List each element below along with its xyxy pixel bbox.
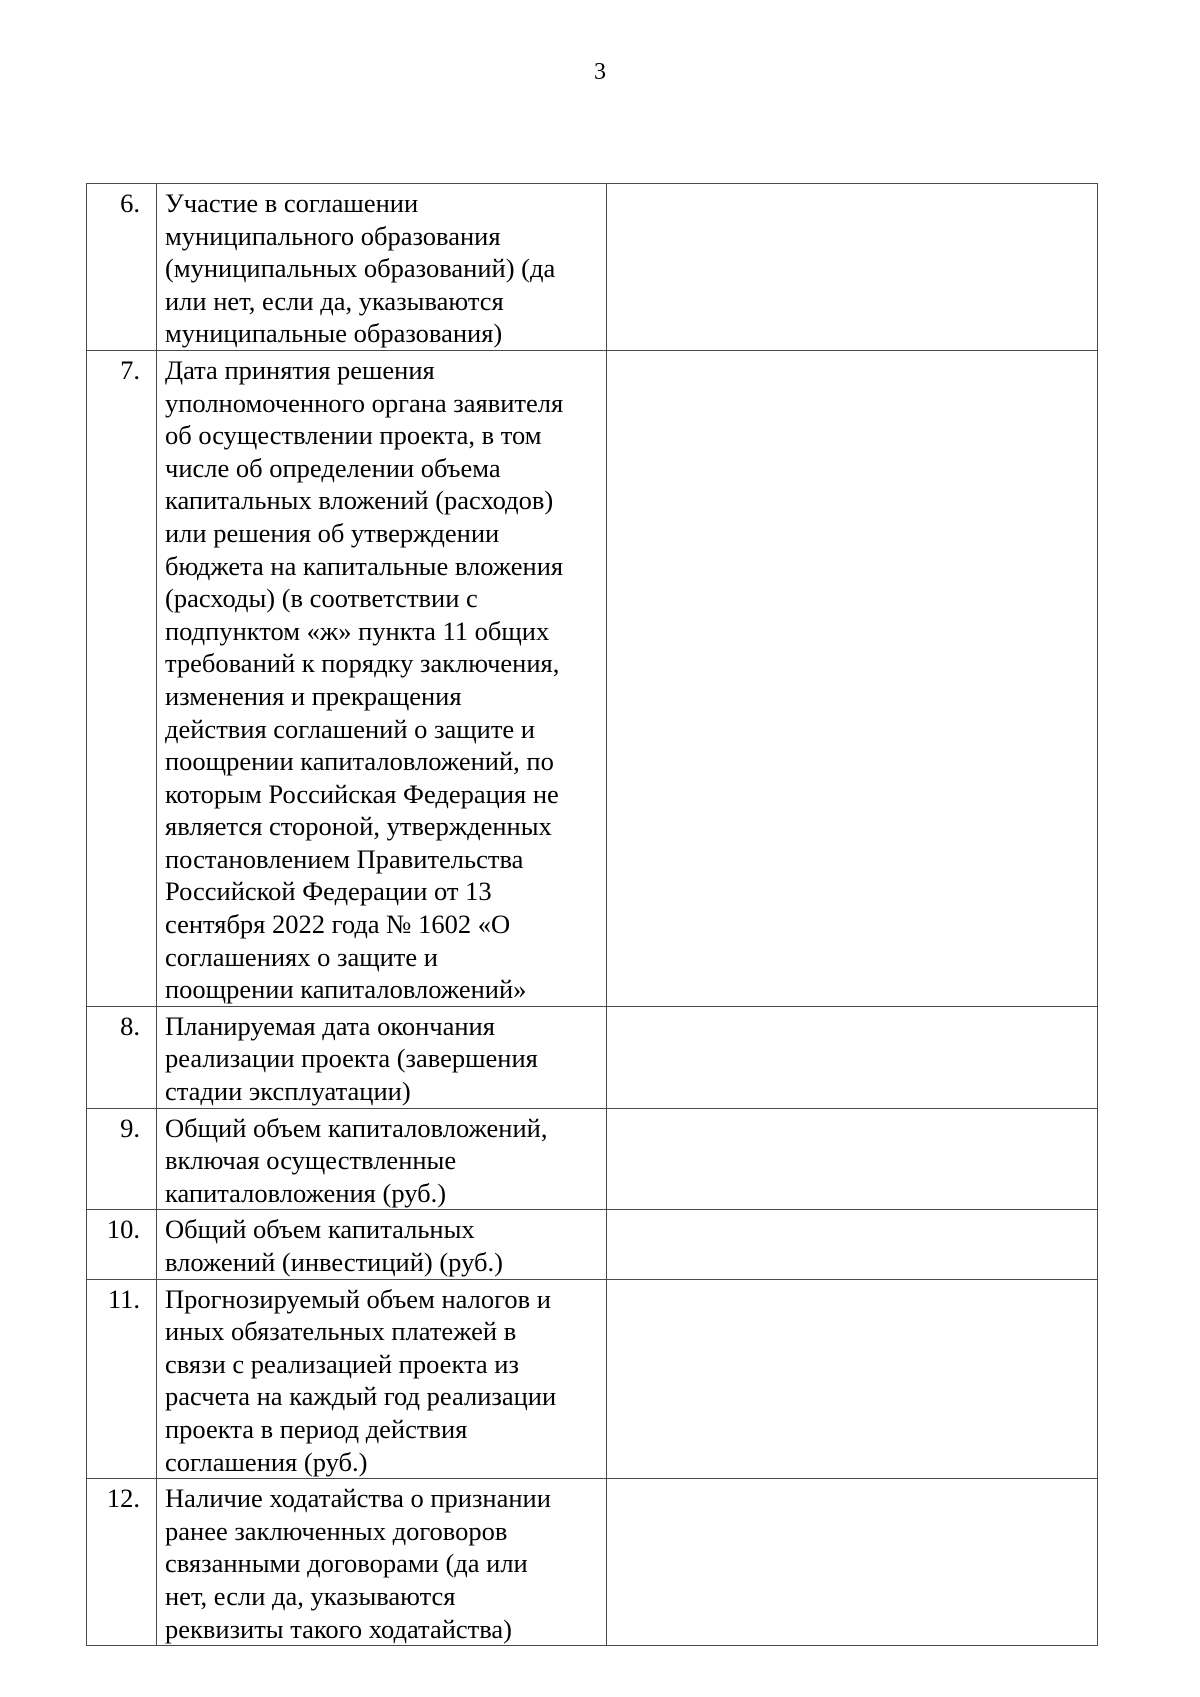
row-value-cell[interactable] [607, 350, 1098, 1006]
row-description [157, 184, 607, 351]
table-row [87, 1006, 1098, 1108]
row-number: 7. [87, 350, 157, 1006]
description-line: иных обязательных платежей в [165, 1316, 517, 1347]
description-line: Дата принятия решения [165, 354, 435, 385]
description-line: подпунктом «ж» пункта 11 общих [165, 615, 550, 646]
description-line: или решения об утверждении [165, 517, 500, 548]
description-line: или нет, если да, указываются [165, 285, 504, 316]
row-number: 11. [87, 1279, 157, 1479]
description-line: сентября 2022 года № 1602 «О [165, 909, 511, 940]
description-line: капиталовложения (руб.) [165, 1177, 447, 1208]
description-line: связанными договорами (да или [165, 1548, 528, 1579]
description-line: Общий объем капитальных [165, 1214, 475, 1245]
description-line: Наличие ходатайства о признании [165, 1483, 551, 1514]
description-line: которым Российская Федерация не [165, 778, 559, 809]
description-line: Планируемая дата окончания [165, 1010, 495, 1041]
description-line: требований к порядку заключения, [165, 648, 560, 679]
description-line: поощрении капиталовложений» [165, 974, 527, 1005]
description-line: муниципального образования [165, 220, 501, 251]
description-line: капитальных вложений (расходов) [165, 485, 554, 516]
row-number: 6. [87, 184, 157, 351]
row-description [157, 1006, 607, 1108]
description-line: реквизиты такого ходатайства) [165, 1613, 512, 1644]
row-description [157, 1210, 607, 1279]
row-number: 10. [87, 1210, 157, 1279]
description-line: поощрении капиталовложений, по [165, 746, 554, 777]
description-line: расчета на каждый год реализации [165, 1381, 557, 1412]
row-value-cell[interactable] [607, 1006, 1098, 1108]
table-row [87, 1108, 1098, 1210]
description-line: Прогнозируемый объем налогов и [165, 1283, 551, 1314]
row-description [157, 1479, 607, 1646]
description-line: включая осуществленные [165, 1145, 457, 1176]
page-number: 3 [594, 59, 606, 85]
row-description [157, 350, 607, 1006]
table-row [87, 184, 1098, 351]
description-line: бюджета на капитальные вложения [165, 550, 564, 581]
row-value-cell[interactable] [607, 1279, 1098, 1479]
row-value-cell[interactable] [607, 1108, 1098, 1210]
description-line: (расходы) (в соответствии с [165, 583, 478, 614]
application-form-table [86, 183, 1098, 1646]
description-line: Участие в соглашении [165, 188, 419, 218]
description-line: Общий объем капиталовложений, [165, 1112, 548, 1143]
row-number: 8. [87, 1006, 157, 1108]
description-line: соглашениях о защите и [165, 941, 438, 972]
row-description [157, 1279, 607, 1479]
table-row [87, 1279, 1098, 1479]
description-line: постановлением Правительства [165, 843, 524, 874]
description-line: Российской Федерации от 13 [165, 876, 492, 907]
table-row [87, 1479, 1098, 1646]
description-line: нет, если да, указываются [165, 1580, 456, 1611]
table-row [87, 350, 1098, 1006]
row-description [157, 1108, 607, 1210]
description-line: действия соглашений о защите и [165, 713, 535, 744]
description-line: ранее заключенных договоров [165, 1515, 508, 1546]
row-number: 9. [87, 1108, 157, 1210]
description-line: числе об определении объема [165, 452, 501, 483]
description-line: проекта в период действия [165, 1413, 468, 1444]
description-line: изменения и прекращения [165, 680, 462, 711]
description-line: муниципальные образования) [165, 318, 503, 349]
row-value-cell[interactable] [607, 1210, 1098, 1279]
description-line: связи с реализацией проекта из [165, 1348, 519, 1379]
row-number: 12. [87, 1479, 157, 1646]
description-line: стадии эксплуатации) [165, 1076, 411, 1107]
description-line: соглашения (руб.) [165, 1446, 368, 1477]
description-line: об осуществлении проекта, в том [165, 420, 542, 451]
description-line: является стороной, утвержденных [165, 811, 552, 842]
row-value-cell[interactable] [607, 184, 1098, 351]
table-row [87, 1210, 1098, 1279]
description-line: вложений (инвестиций) (руб.) [165, 1247, 503, 1277]
description-line: реализации проекта (завершения [165, 1043, 538, 1074]
description-line: (муниципальных образований) (да [165, 253, 556, 284]
row-value-cell[interactable] [607, 1479, 1098, 1646]
description-line: уполномоченного органа заявителя [165, 387, 564, 418]
